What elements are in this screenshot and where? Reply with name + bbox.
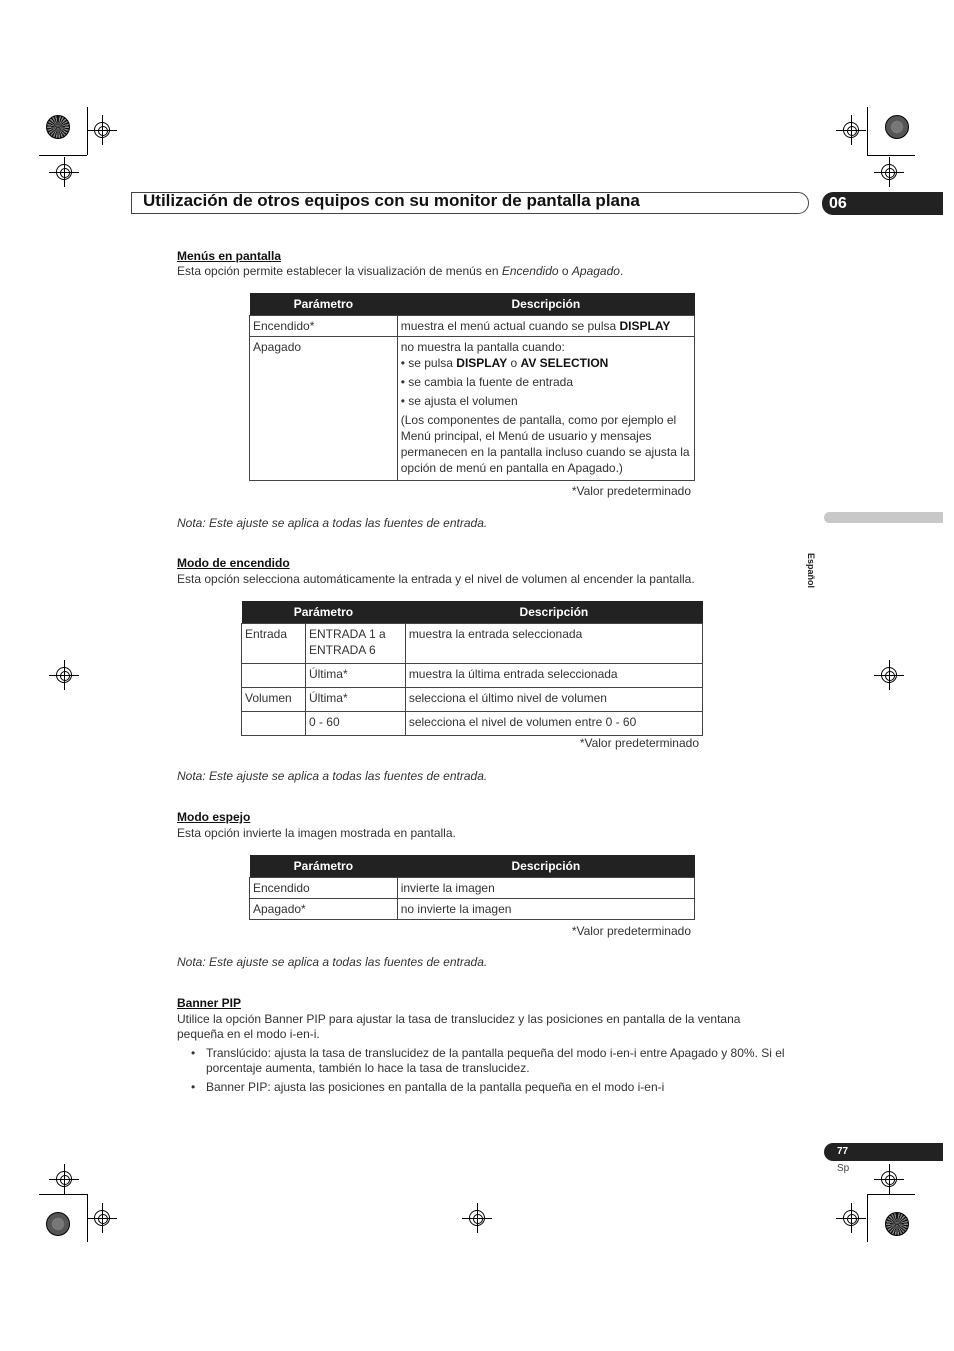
table-row: Apagado no muestra la pantalla cuando: • se pulsa DISPLAY o AV SELECTION • se cambia la fuente de entrada • se ajusta el volumen (Los componentes de pantalla, como por ejemplo el Menú principal, el Menú de usuario y mensajes permanecen en la pantalla incluso cuando se ajusta la opción de menú en pantalla en Apagado.): [250, 337, 695, 481]
table-header-param: Parámetro: [250, 293, 398, 316]
table-power-mode: [241, 601, 703, 736]
table-header-param: Parámetro: [242, 601, 406, 624]
section-title-mirror-mode: Modo espejo: [177, 810, 251, 824]
registration-mark-icon: [881, 164, 897, 180]
table-row: Encendido invierte la imagen: [250, 878, 695, 899]
registration-mark-icon: [56, 164, 72, 180]
list-item: • Banner PIP: ajusta las posiciones en pantalla de la pantalla pequeña en el modo i-en-i: [191, 1080, 665, 1094]
section-title-menus: Menús en pantalla: [177, 249, 282, 263]
section-title-banner-pip: Banner PIP: [177, 996, 242, 1010]
registration-mark-icon: [469, 1210, 485, 1226]
registration-disc-icon: [46, 115, 70, 139]
chapter-number: 06: [822, 192, 943, 215]
side-tab: [824, 512, 943, 523]
section-note: Nota: Este ajuste se aplica a todas las fuentes de entrada.: [177, 769, 488, 783]
table-row: Entrada ENTRADA 1 a ENTRADA 6 muestra la entrada seleccionada: [242, 624, 703, 664]
table-header-desc: Descripción: [405, 601, 702, 624]
registration-mark-icon: [94, 1210, 110, 1226]
registration-disc-icon: [46, 1212, 70, 1236]
registration-disc-icon: [885, 115, 909, 139]
page-number: 77: [824, 1143, 943, 1161]
section-intro-power-mode: Esta opción selecciona automáticamente la entrada y el nivel de volumen al encender la pantalla.: [177, 572, 695, 586]
default-value-note: *Valor predeterminado: [571, 924, 691, 938]
section-intro-mirror-mode: Esta opción invierte la imagen mostrada en pantalla.: [177, 826, 456, 840]
section-intro-menus: Esta opción permite establecer la visualización de menús en Encendido o Apagado.: [177, 264, 624, 278]
table-mirror-mode: [249, 855, 695, 920]
default-value-note: *Valor predeterminado: [571, 484, 691, 498]
default-value-note: *Valor predeterminado: [579, 736, 699, 750]
registration-mark-icon: [94, 122, 110, 138]
registration-mark-icon: [843, 122, 859, 138]
table-header-desc: Descripción: [397, 855, 694, 878]
registration-disc-icon: [885, 1212, 909, 1236]
registration-mark-icon: [56, 667, 72, 683]
section-note: Nota: Este ajuste se aplica a todas las fuentes de entrada.: [177, 955, 488, 969]
table-row: Última* muestra la última entrada seleccionada: [242, 664, 703, 688]
table-row: Volumen Última* selecciona el último nivel de volumen: [242, 688, 703, 712]
bullet-icon: •: [191, 1046, 196, 1060]
section-intro-banner-pip: Utilice la opción Banner PIP para ajustar la tasa de translucidez y las posiciones en pantalla de la ventana pequeña en el modo i-en-i.: [177, 1012, 741, 1041]
table-header-desc: Descripción: [397, 293, 694, 316]
table-row: Encendido* muestra el menú actual cuando se pulsa DISPLAY: [250, 316, 695, 337]
registration-mark-icon: [56, 1171, 72, 1187]
page-lang-code: Sp: [837, 1163, 850, 1174]
registration-mark-icon: [843, 1210, 859, 1226]
section-title-power-mode: Modo de encendido: [177, 556, 290, 570]
table-row: Apagado* no invierte la imagen: [250, 899, 695, 920]
registration-mark-icon: [881, 667, 897, 683]
table-row: 0 - 60 selecciona el nivel de volumen entre 0 - 60: [242, 712, 703, 736]
section-note: Nota: Este ajuste se aplica a todas las fuentes de entrada.: [177, 516, 488, 530]
table-header-param: Parámetro: [250, 855, 398, 878]
side-language-label: Español: [806, 553, 816, 589]
registration-mark-icon: [881, 1171, 897, 1187]
list-item: • Translúcido: ajusta la tasa de translucidez de la pantalla pequeña del modo i-en-i entre Apagado y 80%. Si el porcentaje aumenta, también lo hace la tasa de translucidez.: [191, 1046, 785, 1075]
page-title: Utilización de otros equipos con su monitor de pantalla plana: [143, 191, 640, 210]
table-menus: [249, 293, 695, 481]
bullet-icon: •: [191, 1080, 196, 1094]
